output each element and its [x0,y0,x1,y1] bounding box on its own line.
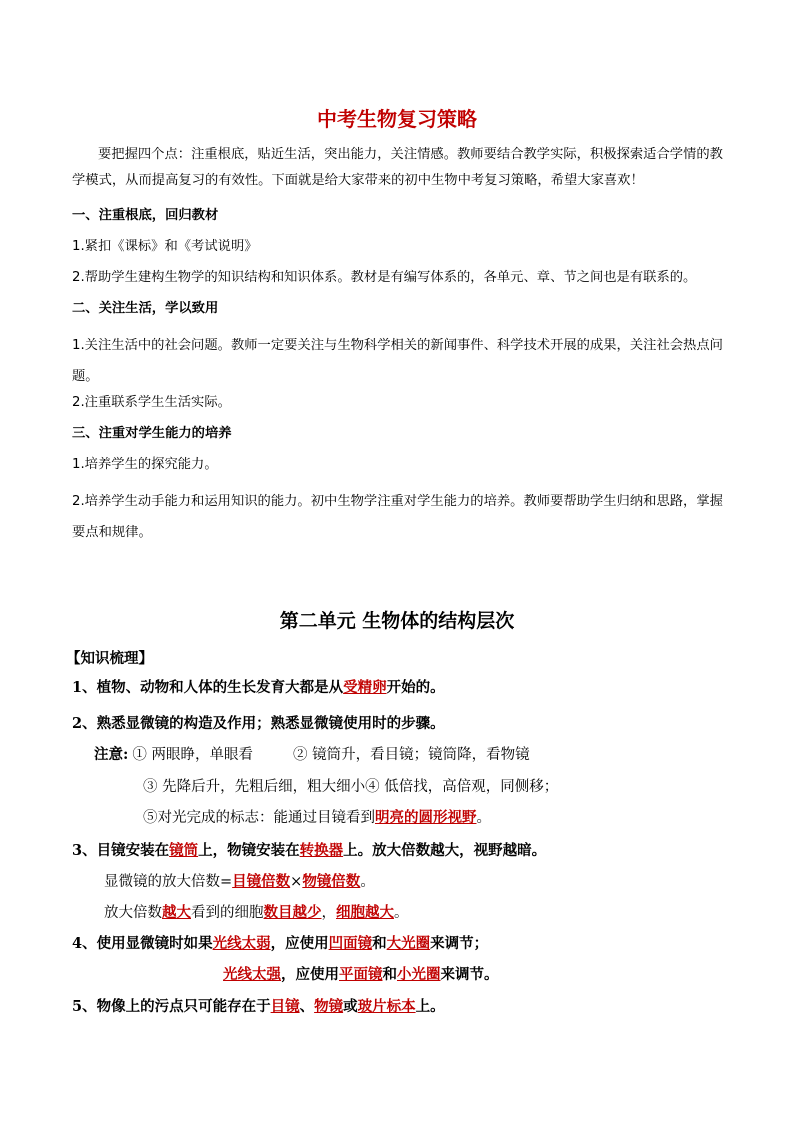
knowledge-item-4 [72,933,488,955]
k5-m2: 或 [343,998,358,1015]
note-l3-pre: ⑤对光完成的标志：能通过目镜看到 [143,810,375,826]
k4-l2-h1: 光线太强 [223,966,281,983]
knowledge-section-text: 【知识梳理】 [66,650,153,667]
k4-post: 来调节； [430,935,489,952]
k4-l2-m1: ，应使用 [281,966,339,983]
section-heading-3: 三、注重对学生能力的培养 [72,426,232,441]
unit-title: 第二单元 生物体的结构层次 [279,610,515,632]
k3-line-2 [104,871,375,893]
section-1-item-2: 2.帮助学生建构生物学的知识结构和知识体系。教材是有编写体系的，各单元、章、节之间也是有联系的。 [72,270,697,285]
k4-h1: 光线太弱 [212,935,271,952]
k4-line-2 [223,964,499,986]
k4-l2-h2: 平面镜 [339,966,383,983]
k4-l2-m2: 和 [382,966,397,983]
section-3-item-1: 1.培养学生的探究能力。 [72,457,218,472]
note-l1b: ② 镜筒升，看目镜；镜筒降，看物镜 [292,747,530,763]
k5-post: 上。 [415,998,445,1015]
k3-h1: 镜筒 [169,842,199,859]
k3-l2-pre: 显微镜的放大倍数= [104,874,233,890]
k3-l3-m2: ， [321,905,336,921]
k3-l3-m1: 看到的细胞 [191,905,264,921]
section-1-item-1: 1.紧扣《课标》和《考试说明》 [72,239,258,254]
k3-line-3 [104,902,409,924]
section-2-item-1: 1.关注生活中的社会问题。教师一定要关注与生物科学相关的新闻事件、科学技术开展的成果，关注社会热点问题。 [72,338,723,384]
k3-l3-h3: 细胞越大 [336,904,394,921]
k4-h2: 凹面镜 [328,935,373,952]
k5-h3: 玻片标本 [357,998,416,1015]
section-2-item-2: 2.注重联系学生生活实际。 [72,395,231,410]
note-line-3 [143,807,491,829]
k3-l3-pre: 放大倍数 [104,905,162,921]
k3-h2: 转换器 [299,842,344,859]
k5-pre: 5、物像上的污点只可能存在于 [72,998,271,1015]
k1-highlight: 受精卵 [343,679,387,696]
k3-l2-m: × [290,874,303,890]
note-line-1 [94,744,530,766]
section-heading-2: 二、关注生活，学以致用 [72,301,219,316]
knowledge-item-3 [72,840,546,862]
k5-m1: 、 [299,998,315,1015]
section-3-item-2: 2.培养学生动手能力和运用知识的能力。初中生物学注重对学生能力的培养。教师要帮助学生归纳和思路，掌握要点和规律。 [72,494,723,540]
k3-m1: 上，物镜安装在 [198,842,300,859]
k4-pre: 4、使用显微镜时如果 [72,935,213,952]
note-label: 注意: [94,746,129,763]
note-l3-highlight: 明亮的圆形视野 [375,809,477,826]
k3-l3-h1: 越大 [162,904,191,921]
document-title: 中考生物复习策略 [317,107,477,131]
k3-l2-post: 。 [360,874,375,890]
knowledge-item-2 [72,713,445,735]
note-l1a: ① 两眼睁，单眼看 [132,747,253,763]
k3-l2-h1: 目镜倍数 [232,873,291,890]
k1-post: 开始的。 [386,679,445,696]
knowledge-item-5 [72,996,445,1018]
k1-pre: 1、植物、动物和人体的生长发育大都是从 [72,679,344,696]
note-l3-post: 。 [476,810,491,826]
knowledge-item-1 [72,677,445,699]
k3-l3-post: 。 [394,905,409,921]
intro-paragraph: 要把握四个点：注重根底，贴近生活，突出能力，关注情感。教师要结合教学实际，积极探索适合学情的教学模式，从而提高复习的有效性。下面就是给大家带来的初中生物中考复习策略，希望大家喜欢！ [72,147,723,188]
k4-l2-post: 来调节。 [440,966,499,983]
k3-post: 上。放大倍数越大，视野越暗。 [343,842,547,859]
k4-l2-h3: 小光圈 [397,966,441,983]
k3-l2-h2: 物镜倍数 [302,873,361,890]
k4-m2: 和 [372,935,387,952]
k2-text: 2、熟悉显微镜的构造及作用；熟悉显微镜使用时的步骤。 [72,715,445,732]
k5-h1: 目镜 [270,998,300,1015]
section-heading-1: 一、注重根底，回归教材 [72,208,219,223]
k3-l3-h2: 数目越少 [263,904,322,921]
knowledge-section-label [66,648,153,670]
note-line-2: ③ 先降后升，先粗后细，粗大细小④ 低倍找，高倍观，同侧移； [143,779,559,795]
k4-h3: 大光圈 [386,935,431,952]
k4-m1: ，应使用 [270,935,329,952]
k3-pre: 3、目镜安装在 [72,842,170,859]
k5-h2: 物镜 [314,998,344,1015]
